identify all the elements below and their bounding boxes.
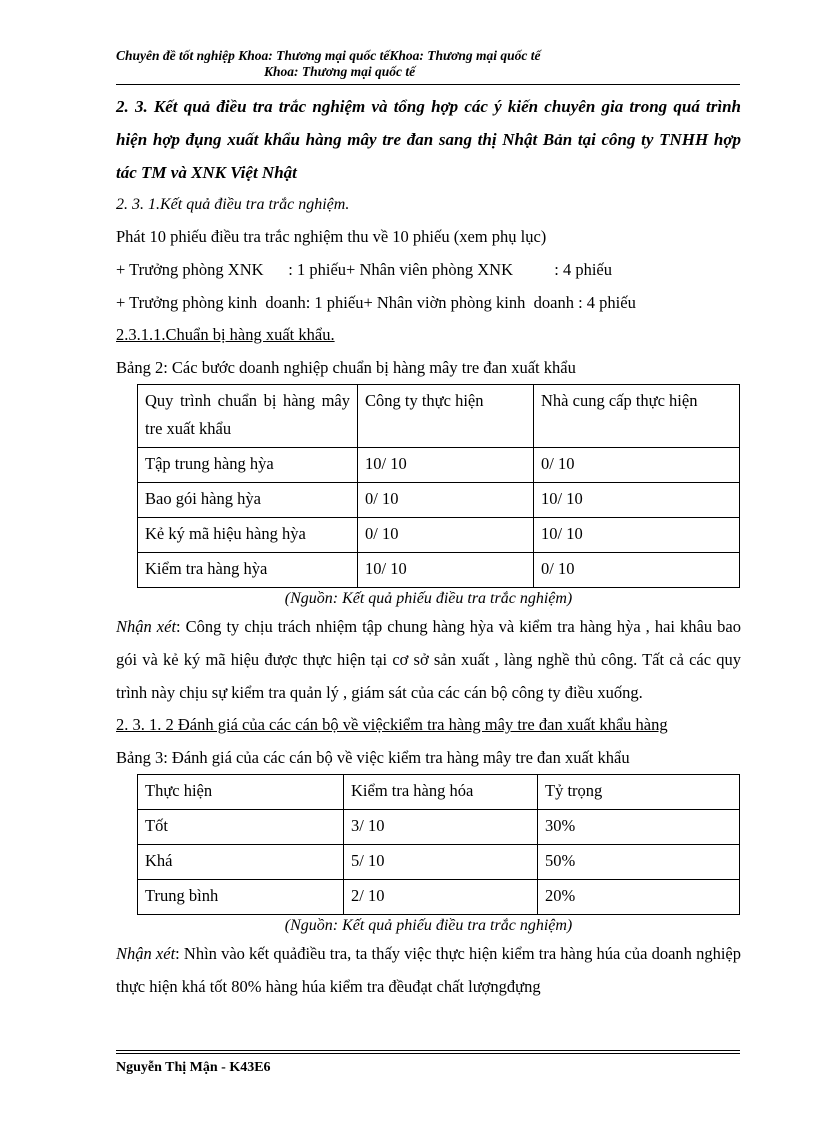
table-header-row	[138, 385, 740, 448]
table-cell: 0/ 10	[534, 553, 740, 588]
table-header-cell: Kiểm tra hàng hóa	[344, 775, 538, 810]
table-row	[138, 810, 740, 845]
remark-2	[116, 937, 741, 1003]
table-cell: Bao gói hàng hỳa	[138, 483, 358, 518]
table3-source: (Nguồn: Kết quả phiếu điều tra trắc nghiệm)	[284, 917, 573, 934]
table-cell: 10/ 10	[534, 483, 740, 518]
table-cell: 10/ 10	[358, 448, 534, 483]
table-header-cell: Nhà cung cấp thực hiện	[534, 385, 740, 448]
table-cell: 5/ 10	[344, 845, 538, 880]
table-row	[138, 483, 740, 518]
paragraph-survey: Phát 10 phiếu điều tra trắc nghiệm thu về 10 phiếu (xem phụ lục)	[116, 227, 547, 246]
remark-2-text: : Nhìn vào kết quảđiều tra, ta thấy việc thực hiện kiểm tra hàng húa của doanh nghiệp thực hiện khá tốt 80% hàng húa kiểm tra đềuđạt chất lượngđựng	[116, 944, 741, 996]
table-cell: 0/ 10	[534, 448, 740, 483]
table-cell: 50%	[538, 845, 740, 880]
table-header-cell: Tỷ trọng	[538, 775, 740, 810]
table-row	[138, 553, 740, 588]
table-cell: Tập trung hàng hỳa	[138, 448, 358, 483]
footer-rule-top	[116, 1050, 740, 1051]
table-row	[138, 880, 740, 915]
paragraph-respondents-2: + Trưởng phòng kinh doanh: 1 phiếu+ Nhân viờn phòng kinh doanh : 4 phiếu	[116, 293, 636, 312]
table-cell: 0/ 10	[358, 518, 534, 553]
table-cell: Kiểm tra hàng hỳa	[138, 553, 358, 588]
page-header	[116, 48, 740, 80]
table-cell: Tốt	[138, 810, 344, 845]
table-row	[138, 518, 740, 553]
table-cell: Trung bình	[138, 880, 344, 915]
footer-rule-bottom	[116, 1053, 740, 1054]
table-header-cell: Quy trình chuẩn bị hàng mây tre xuất khẩu	[138, 385, 358, 448]
table-cell: Kẻ ký mã hiệu hàng hỳa	[138, 518, 358, 553]
table-row	[138, 448, 740, 483]
page-content	[116, 90, 741, 1003]
table2-source: (Nguồn: Kết quả phiếu điều tra trắc nghiệm)	[284, 590, 573, 607]
remark-1	[116, 610, 741, 709]
table-header-cell: Thực hiện	[138, 775, 344, 810]
paragraph-respondents-1: + Trưởng phòng XNK : 1 phiếu+ Nhân viên phòng XNK : 4 phiếu	[116, 260, 612, 279]
section-title: 2. 3. Kết quả điều tra trắc nghiệm và tổng hợp các ý kiến chuyên gia trong quá trình hiện hợp đụng xuất khẩu hàng mây tre đan sang thị Nhật Bản tại công ty TNHH hợp tác TM và XNK Việt Nhật	[116, 97, 741, 182]
table-cell: 20%	[538, 880, 740, 915]
table-header-cell: Công ty thực hiện	[358, 385, 534, 448]
table2-caption: Bảng 2: Các bước doanh nghiệp chuẩn bị hàng mây tre đan xuất khẩu	[116, 358, 576, 377]
remark-label: Nhận xét	[116, 617, 177, 636]
table-row	[138, 845, 740, 880]
table-cell: 10/ 10	[358, 553, 534, 588]
remark-1-text: : Công ty chịu trách nhiệm tập chung hàng hỳa và kiểm tra hàng hỳa , hai khâu bao gói và kẻ ký mã hiệu được thực hiện tại cơ sở sản xuất , làng nghề thủ công. Tất cả các quy trình này chịu sự kiểm tra quản lý , giám sát của các cán bộ công ty điều xuống.	[116, 617, 741, 702]
heading-preparation: 2.3.1.1.Chuẩn bị hàng xuất khẩu.	[116, 325, 335, 344]
table3-caption: Bảng 3: Đánh giá của các cán bộ về việc kiểm tra hàng mây tre đan xuất khẩu	[116, 748, 630, 767]
table-cell: Khá	[138, 845, 344, 880]
table-cell: 3/ 10	[344, 810, 538, 845]
header-line-2: Khoa: Thương mại quốc tế	[264, 64, 416, 79]
table-cell: 30%	[538, 810, 740, 845]
table-preparation-steps	[137, 384, 740, 588]
table-evaluation	[137, 774, 740, 915]
table-header-row	[138, 775, 740, 810]
table-cell: 0/ 10	[358, 483, 534, 518]
header-line-1: Chuyên đề tốt nghiệp Khoa: Thương mại quốc tếKhoa: Thương mại quốc tế	[116, 48, 541, 63]
heading-evaluation: 2. 3. 1. 2 Đánh giá của các cán bộ về việckiểm tra hàng mây tre đan xuất khẩu hàng	[116, 715, 668, 734]
footer-author: Nguyễn Thị Mận - K43E6	[116, 1060, 271, 1075]
table-cell: 10/ 10	[534, 518, 740, 553]
remark-label: Nhận xét	[116, 944, 176, 963]
table-cell: 2/ 10	[344, 880, 538, 915]
header-rule	[116, 84, 740, 85]
subsection-title: 2. 3. 1.Kết quả điều tra trắc nghiệm.	[116, 196, 350, 213]
